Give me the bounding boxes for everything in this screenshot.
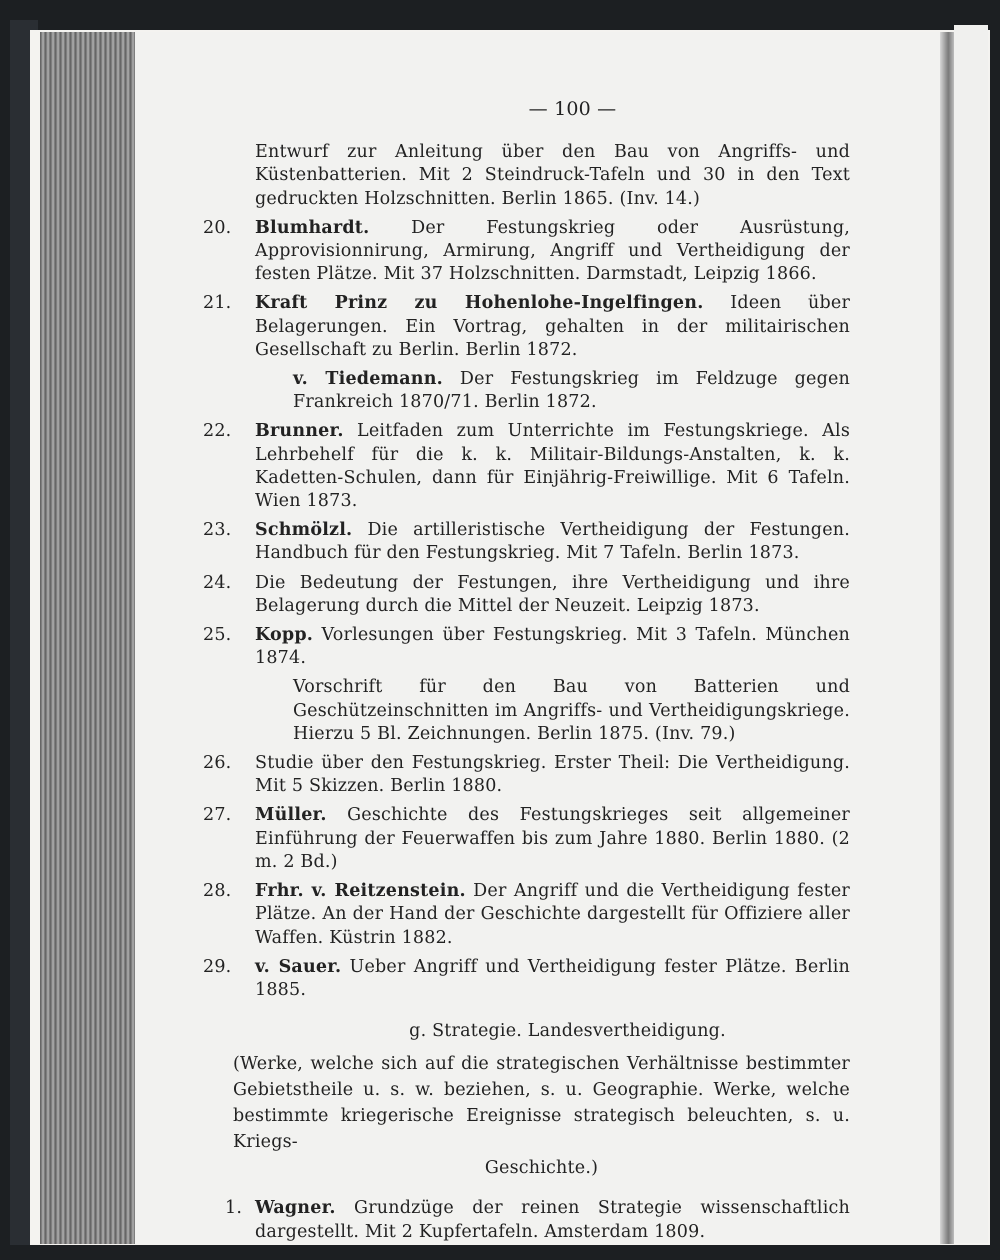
bibliography-entry (255, 676, 850, 746)
section-heading: g. Strategie. Landesvertheidigung. (409, 1021, 726, 1042)
entry-text: Die artilleristische Vertheidigung der Festungen. Handbuch für den Festungskrieg. Mit 7 Tafeln. Berlin 1873. (255, 520, 850, 564)
bibliography-entry (255, 141, 850, 211)
entry-number: 29. (203, 956, 232, 977)
bibliography-entry (203, 420, 850, 513)
bibliography-entry (203, 292, 851, 362)
bibliography-entry (203, 804, 850, 874)
entry-text: Geschichte des Festungskrieges seit allgemeiner Einführung der Feuerwaffen bis zum Jahre 1880. Berlin 1880. (2 m. 2 Bd.) (255, 805, 850, 872)
entry-number: 20. (203, 217, 232, 238)
bibliography-entry (203, 519, 850, 565)
bibliography-entry (203, 217, 851, 287)
entry-number: 22. (203, 421, 232, 442)
entry-author: Kraft Prinz zu Hohenlohe-Ingelfingen. (255, 293, 704, 314)
bibliography-entry (255, 368, 850, 414)
bibliography-entry (203, 880, 850, 950)
entry-author: v. Sauer. (255, 956, 342, 977)
page-stack-edge (40, 32, 135, 1244)
entry-text: Studie über den Festungskrieg. Erster Theil: Die Vertheidigung. Mit 5 Skizzen. Berlin 1880. (255, 753, 850, 797)
entry-text: Ueber Angriff und Vertheidigung fester Plätze. Berlin 1885. (255, 956, 851, 1000)
entry-author: Wagner. (255, 1198, 336, 1219)
entry-number: 23. (203, 520, 232, 541)
entry-text: Der Festungskrieg oder Ausrüstung, Approvisionnirung, Armirung, Angriff und Vertheidigung der festen Plätze. Mit 37 Holzschnitten. Darmstadt, Leipzig 1866. (255, 217, 851, 285)
page-number: — 100 — (528, 98, 617, 120)
entry-number: 26. (203, 753, 232, 774)
bibliography-entry (203, 572, 850, 618)
entry-author: Blumhardt. (255, 217, 370, 238)
entry-text: Vorschrift für den Bau von Batterien und Geschützeinschnitten im Angriffs- und Vertheidigungskriege. Hierzu 5 Bl. Zeichnungen. Berlin 1875. (Inv. 79.) (293, 677, 850, 744)
entry-text: Vorlesungen über Festungskrieg. Mit 3 Tafeln. München 1874. (255, 625, 850, 669)
bibliography-entry (203, 624, 850, 670)
section-note-text: (Werke, welche sich auf die strategischen Verhältnisse bestimmter Gebietstheile u. s. w. beziehen, s. u. Geographie. Werke, welche bestimmte kriegerische Ereignisse strategisch beleuchten, s. u. Kriegs- (233, 1054, 850, 1153)
bibliography-entry (225, 1197, 850, 1243)
bibliography-entry (203, 752, 850, 798)
entry-author: Frhr. v. Reitzenstein. (255, 881, 466, 902)
entry-number: 21. (203, 293, 232, 314)
entry-text: Der Angriff und die Vertheidigung fester Plätze. An der Hand der Geschichte dargestellt für Offiziere aller Waffen. Küstrin 1882. (255, 881, 850, 948)
entry-author: Kopp. (255, 625, 314, 646)
entry-number: 27. (203, 805, 232, 826)
entry-text: Die Bedeutung der Festungen, ihre Vertheidigung und ihre Belagerung durch die Mittel der Neuzeit. Leipzig 1873. (255, 572, 850, 616)
bibliography-entry (203, 956, 851, 1002)
entry-text: Entwurf zur Anleitung über den Bau von Angriffs- und Küstenbatterien. Mit 2 Steindruck-Tafeln und 30 in den Text gedruckten Holzschnitten. Berlin 1865. (Inv. 14.) (255, 142, 850, 209)
entry-number: 24. (203, 572, 232, 593)
book-gutter (940, 32, 954, 1244)
entry-text: Grundzüge der reinen Strategie wissenschaftlich dargestellt. Mit 2 Kupfertafeln. Amsterdam 1809. (255, 1198, 850, 1242)
section-note (233, 1051, 850, 1181)
entry-text: Leitfaden zum Unterrichte im Festungskriege. Als Lehrbehelf für die k. k. Militair-Bildungs-Anstalten, k. k. Kadetten-Schulen, dann für Einjährig-Freiwillige. Mit 6 Tafeln. Wien 1873. (255, 421, 850, 512)
entry-author: Müller. (255, 805, 327, 826)
entry-author: Schmölzl. (255, 520, 353, 541)
entry-author: v. Tiedemann. (293, 369, 443, 390)
page-text (203, 98, 851, 1250)
facing-page-edge (954, 25, 988, 1243)
entry-number: 25. (203, 625, 232, 646)
entry-number: 28. (203, 881, 232, 902)
entry-text: Ideen über Belagerungen. Ein Vortrag, gehalten in der militairischen Gesellschaft zu Berlin. Berlin 1872. (255, 293, 851, 360)
entry-number: 1. (225, 1198, 243, 1219)
section-note-end: Geschichte.) (484, 1158, 599, 1179)
entry-text: Der Festungskrieg im Feldzuge gegen Frankreich 1870/71. Berlin 1872. (293, 369, 851, 413)
entry-author: Brunner. (255, 421, 344, 442)
